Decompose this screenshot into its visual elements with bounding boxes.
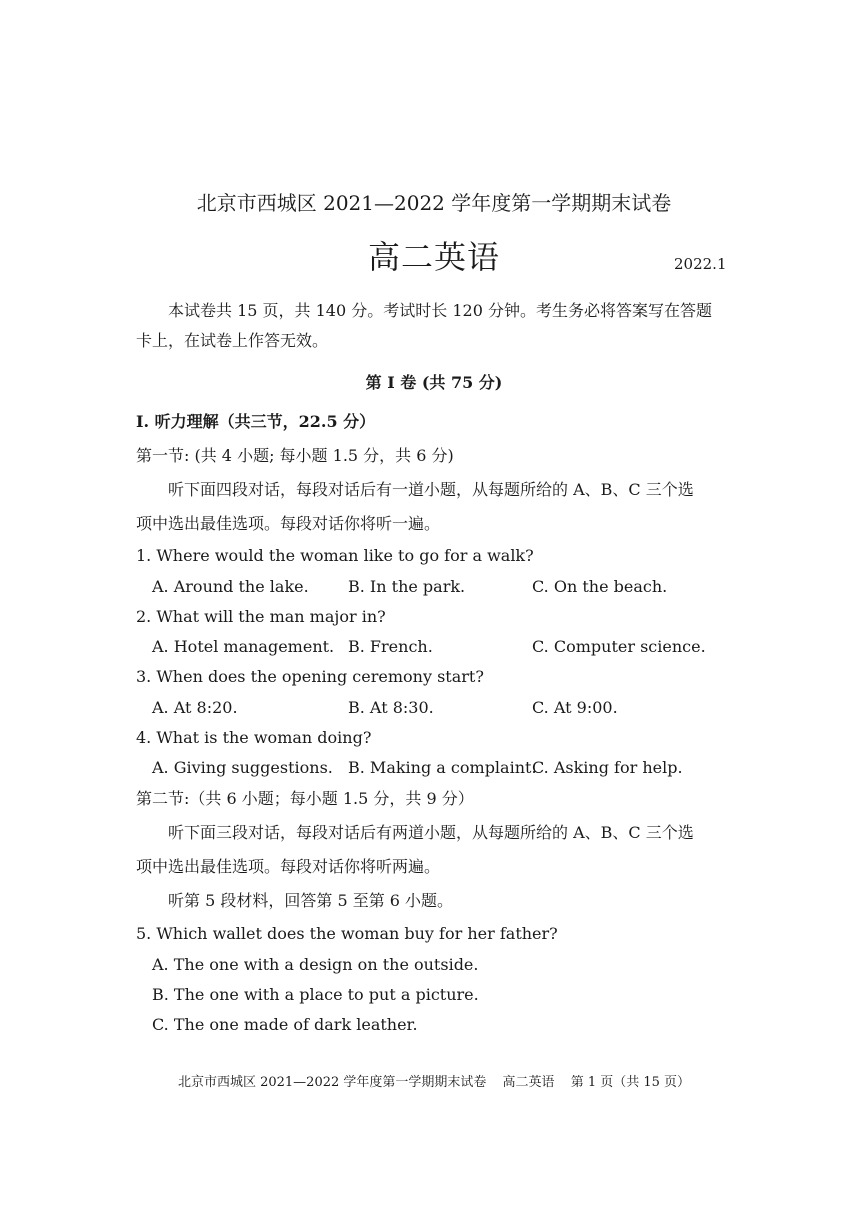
question-3: 3. When does the opening ceremony start? (136, 667, 484, 686)
subject-title: 高二英语 (367, 238, 500, 276)
q4-option-b: B. Making a complaint. (348, 758, 537, 777)
section1-instruction-2: 项中选出最佳选项。每段对话你将听一遍。 (136, 514, 441, 533)
listening-heading: I. 听力理解（共三节，22.5 分） (136, 412, 376, 431)
section2-instruction-1: 听下面三段对话，每段对话后有两道小题，从每题所给的 A、B、C 三个选 (168, 823, 694, 842)
question-2: 2. What will the man major in? (136, 607, 386, 626)
q3-option-c: C. At 9:00. (532, 698, 618, 717)
q4-option-a: A. Giving suggestions. (152, 758, 333, 777)
section2-material-note: 听第 5 段材料，回答第 5 至第 6 小题。 (168, 891, 454, 910)
section2-instruction-2: 项中选出最佳选项。每段对话你将听两遍。 (136, 857, 441, 876)
footer-exam: 北京市西城区 2021—2022 学年度第一学期期末试卷 (177, 1075, 487, 1090)
q2-option-b: B. French. (348, 637, 433, 656)
q5-option-b: B. The one with a place to put a picture. (152, 985, 479, 1004)
question-4: 4. What is the woman doing? (136, 728, 372, 747)
page-footer (0, 1073, 868, 1093)
intro-line-2: 卡上，在试卷上作答无效。 (136, 331, 329, 350)
q1-option-a: A. Around the lake. (152, 577, 309, 596)
question-5: 5. Which wallet does the woman buy for her father? (136, 924, 558, 943)
q3-option-b: B. At 8:30. (348, 698, 434, 717)
section1-instruction-1: 听下面四段对话，每段对话后有一道小题，从每题所给的 A、B、C 三个选 (168, 480, 694, 499)
q5-option-c: C. The one made of dark leather. (152, 1015, 418, 1034)
q1-option-c: C. On the beach. (532, 577, 668, 596)
q2-option-c: C. Computer science. (532, 637, 706, 656)
footer-subject: 高二英语 (502, 1075, 555, 1090)
footer-page-number: 第 1 页（共 15 页） (570, 1075, 691, 1090)
exam-date: 2022.1 (674, 255, 727, 273)
part-title: 第 I 卷 (共 75 分) (365, 373, 503, 392)
section2-heading: 第二节:（共 6 小题；每小题 1.5 分，共 9 分） (136, 789, 474, 808)
question-1: 1. Where would the woman like to go for a walk? (136, 546, 534, 565)
section1-heading: 第一节: (共 4 小题; 每小题 1.5 分，共 6 分) (136, 446, 454, 465)
q4-option-c: C. Asking for help. (532, 758, 683, 777)
q5-option-a: A. The one with a design on the outside. (152, 955, 479, 974)
intro-line-1: 本试卷共 15 页，共 140 分。考试时长 120 分钟。考生务必将答案写在答题 (168, 301, 712, 320)
q2-option-a: A. Hotel management. (152, 637, 335, 656)
exam-title: 北京市西城区 2021—2022 学年度第一学期期末试卷 (196, 191, 672, 215)
q3-option-a: A. At 8:20. (152, 698, 238, 717)
q1-option-b: B. In the park. (348, 577, 466, 596)
